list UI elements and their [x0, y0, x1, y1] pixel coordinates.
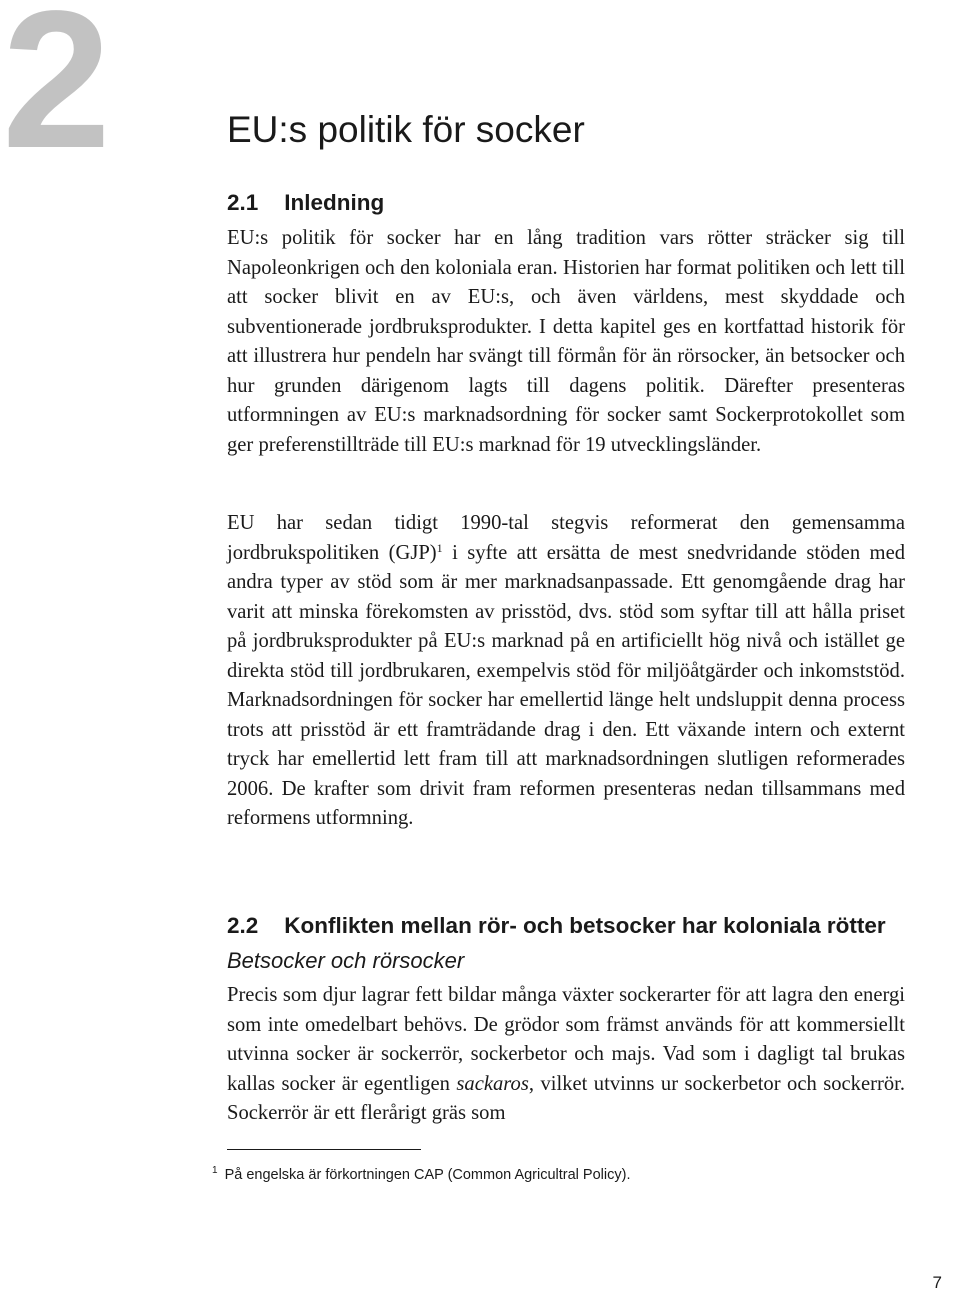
- section-title: Inledning: [284, 190, 385, 215]
- footnote: [212, 1164, 912, 1186]
- section-number: 2.2: [227, 913, 259, 938]
- intro-paragraph: EU:s politik för socker har en lång tradition vars rötter sträcker sig till Napoleonkrigen och den koloniala eran. Historien har format politiken och lett till att socker blivit en av EU:s, och även världens, mest skyddade och subventionerade jordbruksprodukter. I detta kapitel ges en kortfattad historik för att illustrera hur pendeln har svängt till förmån för än rörsocker, än betsocker och hur grunden därigenom lagts till dagens politik. Därefter presenteras utformningen av EU:s marknadsordning för socker samt Sockerprotokollet som ger preferenstillträde till EU:s marknad för 19 utvecklingsländer.: [227, 227, 905, 456]
- chapter-title: EU:s politik för socker: [227, 109, 585, 150]
- footnote-text: På engelska är förkortningen CAP (Common Agricultral Policy).: [224, 1167, 631, 1183]
- sugar-text-end: , vilket utvinns ur sockerbetor och sockerrör. Sockerrör är ett flerårigt gräs som: [227, 1072, 905, 1124]
- footnote-divider: [227, 1149, 421, 1150]
- section-title: Konflikten mellan rör- och betsocker har koloniala rötter: [284, 913, 886, 938]
- footnote-number: 1: [212, 1165, 218, 1176]
- section-heading-konflikten: [227, 911, 886, 941]
- reform-text-start: EU har sedan tidigt 1990-tal stegvis reformerat den gemensamma jordbrukspolitiken (GJP): [227, 512, 905, 564]
- sugar-paragraph: [227, 981, 905, 1129]
- section-heading-inledning: [227, 188, 384, 218]
- section-number: 2.1: [227, 190, 259, 215]
- reform-paragraph: [227, 509, 905, 834]
- page-number: 7: [932, 1273, 942, 1292]
- reform-text-end: i syfte att ersätta de mest snedvridande stöden med andra typer av stöd som är mer marknadsanpassade. Ett genomgående drag har varit att minska förekomsten av prisstöd, dvs. stöd som syftar till att hålla priset på jordbruksprodukter på EU:s marknad på en artificiellt hög nivå och istället ge direkta stöd till jordbrukaren, exempelvis stöd för miljöåtgärder och inkomststöd. Marknadsordningen för socker har emellertid länge helt undsluppit denna process trots att prisstöd är ett framträdande drag i den. Ett växande intern och externt tryck har emellertid lett fram till att marknadsordningen slutligen reformerades 2006. De krafter som drivit fram reformen presenteras nedan tillsammans med reformens utformning.: [227, 541, 906, 829]
- chapter-number: 2: [2, 0, 108, 189]
- footnote-reference: 1: [436, 540, 443, 555]
- sugar-text-start: Precis som djur lagrar fett bildar många växter sockerarter för att lagra den energi som inte omedelbart behövs. De grödor som främst används för att kommersiellt utvinna socker är sockerrör, sockerbetor och majs. Vad som i dagligt tal brukas kallas socker är egentligen: [227, 984, 905, 1095]
- sackaros-term: sackaros: [456, 1072, 529, 1095]
- subheading-betsocker: Betsocker och rörsocker: [227, 948, 465, 973]
